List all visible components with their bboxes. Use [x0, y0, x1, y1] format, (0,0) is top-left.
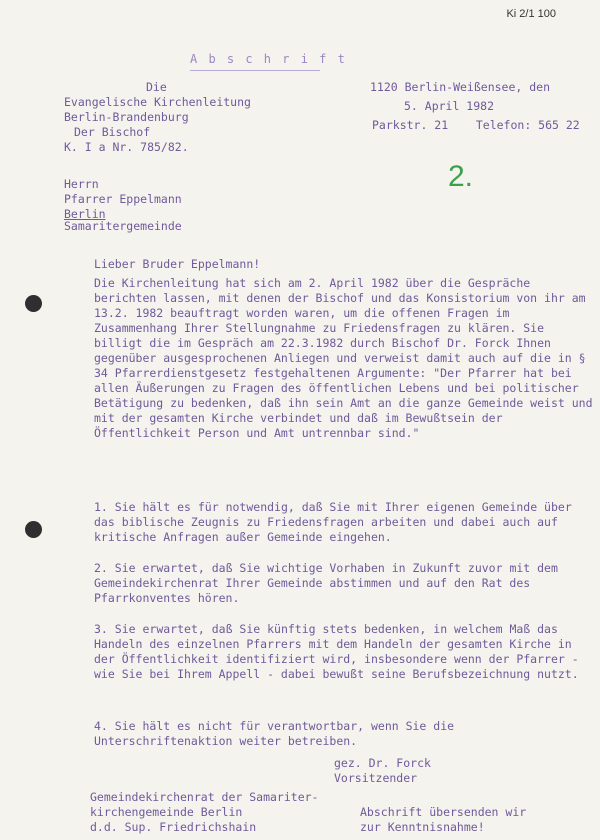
- point-number: 2.: [94, 561, 108, 575]
- archive-id: Ki 2/1 100: [506, 8, 556, 20]
- point-number: 3.: [94, 622, 108, 636]
- copy-to-line-2: kirchengemeinde Berlin: [90, 805, 243, 819]
- place-date: 1120 Berlin-Weißensee, den: [370, 80, 551, 94]
- handwritten-number: 2.: [448, 160, 474, 193]
- recipient-city: Berlin: [64, 207, 106, 221]
- point-text: Sie erwartet, daß Sie wichtige Vorhaben in Zukunft zuvor mit dem Gemeindekirchenrat Ihrer Gemeinde abstimmen und auf den Rat des Pfarrkonventes hören.: [94, 561, 558, 605]
- point-number: 1.: [94, 500, 108, 514]
- signature-line-2: Vorsitzender: [334, 771, 418, 785]
- point-text: Sie hält es nicht für verantwortbar, wenn Sie die Unterschriftenaktion weiter betreiben.: [94, 719, 455, 748]
- copy-note-line-2: zur Kenntnisnahme!: [360, 820, 485, 834]
- salutation: Lieber Bruder Eppelmann!: [94, 257, 261, 271]
- recipient-line-1: Herrn: [64, 177, 99, 191]
- copy-to-line-1: Gemeindekirchenrat der Samariter-: [90, 790, 319, 804]
- recipient-congregation: Samaritergemeinde: [64, 219, 182, 233]
- punch-hole-bottom: [25, 521, 42, 538]
- address-line: Parkstr. 21 Telefon: 565 22: [372, 118, 580, 132]
- point-text: Sie erwartet, daß Sie künftig stets bedenken, in welchem Maß das Handeln des einzelnen Pfarrers mit dem Handeln der gesamten Kirche in der Öffentlichkeit identifiziert wird, insbesondere wenn der Pfarrer - wie Sie bei Ihrem Appell - dabei bewußt seine Berufsbezeichnung nutzt.: [94, 622, 579, 681]
- point-number: 4.: [94, 719, 108, 733]
- sender-line-1: Die: [146, 80, 167, 94]
- copy-to-line-3: d.d. Sup. Friedrichshain: [90, 820, 257, 834]
- point-text: Sie hält es für notwendig, daß Sie mit Ihrer eigenen Gemeinde über das biblische Zeugnis zu Friedensfragen arbeiten und dabei auch auf kritische Anfragen außer Gemeinde eingehen.: [94, 500, 572, 544]
- recipient-line-2: Pfarrer Eppelmann: [64, 192, 182, 206]
- title-underline: [190, 70, 320, 71]
- copy-note-line-1: Abschrift übersenden wir: [360, 805, 527, 819]
- point-4: [94, 719, 594, 749]
- letter-date: 5. April 1982: [404, 99, 495, 113]
- document-title: A b s c h r i f t: [190, 52, 347, 66]
- paragraph-text: Die Kirchenleitung hat sich am 2. April 1982 über die Gespräche berichten lassen, mit denen der Bischof und das Konsistorium von ihr am 13.2. 1982 beauftragt worden waren, um die offenen Fragen im Zusammenhang Ihrer Stellungnahme zu Friedensfragen zu klären. Sie billigt die im Gespräch am 22.3.1982 durch Bischof Dr. Forck Ihnen gegenüber ausgesprochenen Anliegen und verweist damit auch auf die in § 34 Pfarrerdienstgesetz festgehaltenen Argumente: "Der Pfarrer hat bei allen Äußerungen zu Fragen des öffentlichen Lebens und bei politischer Betätigung zu bedenken, daß ihn sein Amt an die ganze Gemeinde weist und mit der gesamten Kirche verbindet und daß im Bewußtsein der Öffentlichkeit Person und Amt untrennbar sind.": [94, 276, 593, 440]
- punch-hole-top: [25, 295, 42, 312]
- point-1: [94, 500, 594, 545]
- sender-line-3: Berlin-Brandenburg: [64, 110, 189, 124]
- sender-line-2: Evangelische Kirchenleitung: [64, 95, 251, 109]
- reference-number: K. I a Nr. 785/82.: [64, 140, 189, 154]
- point-2: [94, 561, 594, 606]
- signature-line-1: gez. Dr. Forck: [334, 756, 431, 770]
- point-3: [94, 622, 594, 682]
- main-paragraph: [94, 276, 594, 441]
- sender-line-4: Der Bischof: [74, 125, 151, 139]
